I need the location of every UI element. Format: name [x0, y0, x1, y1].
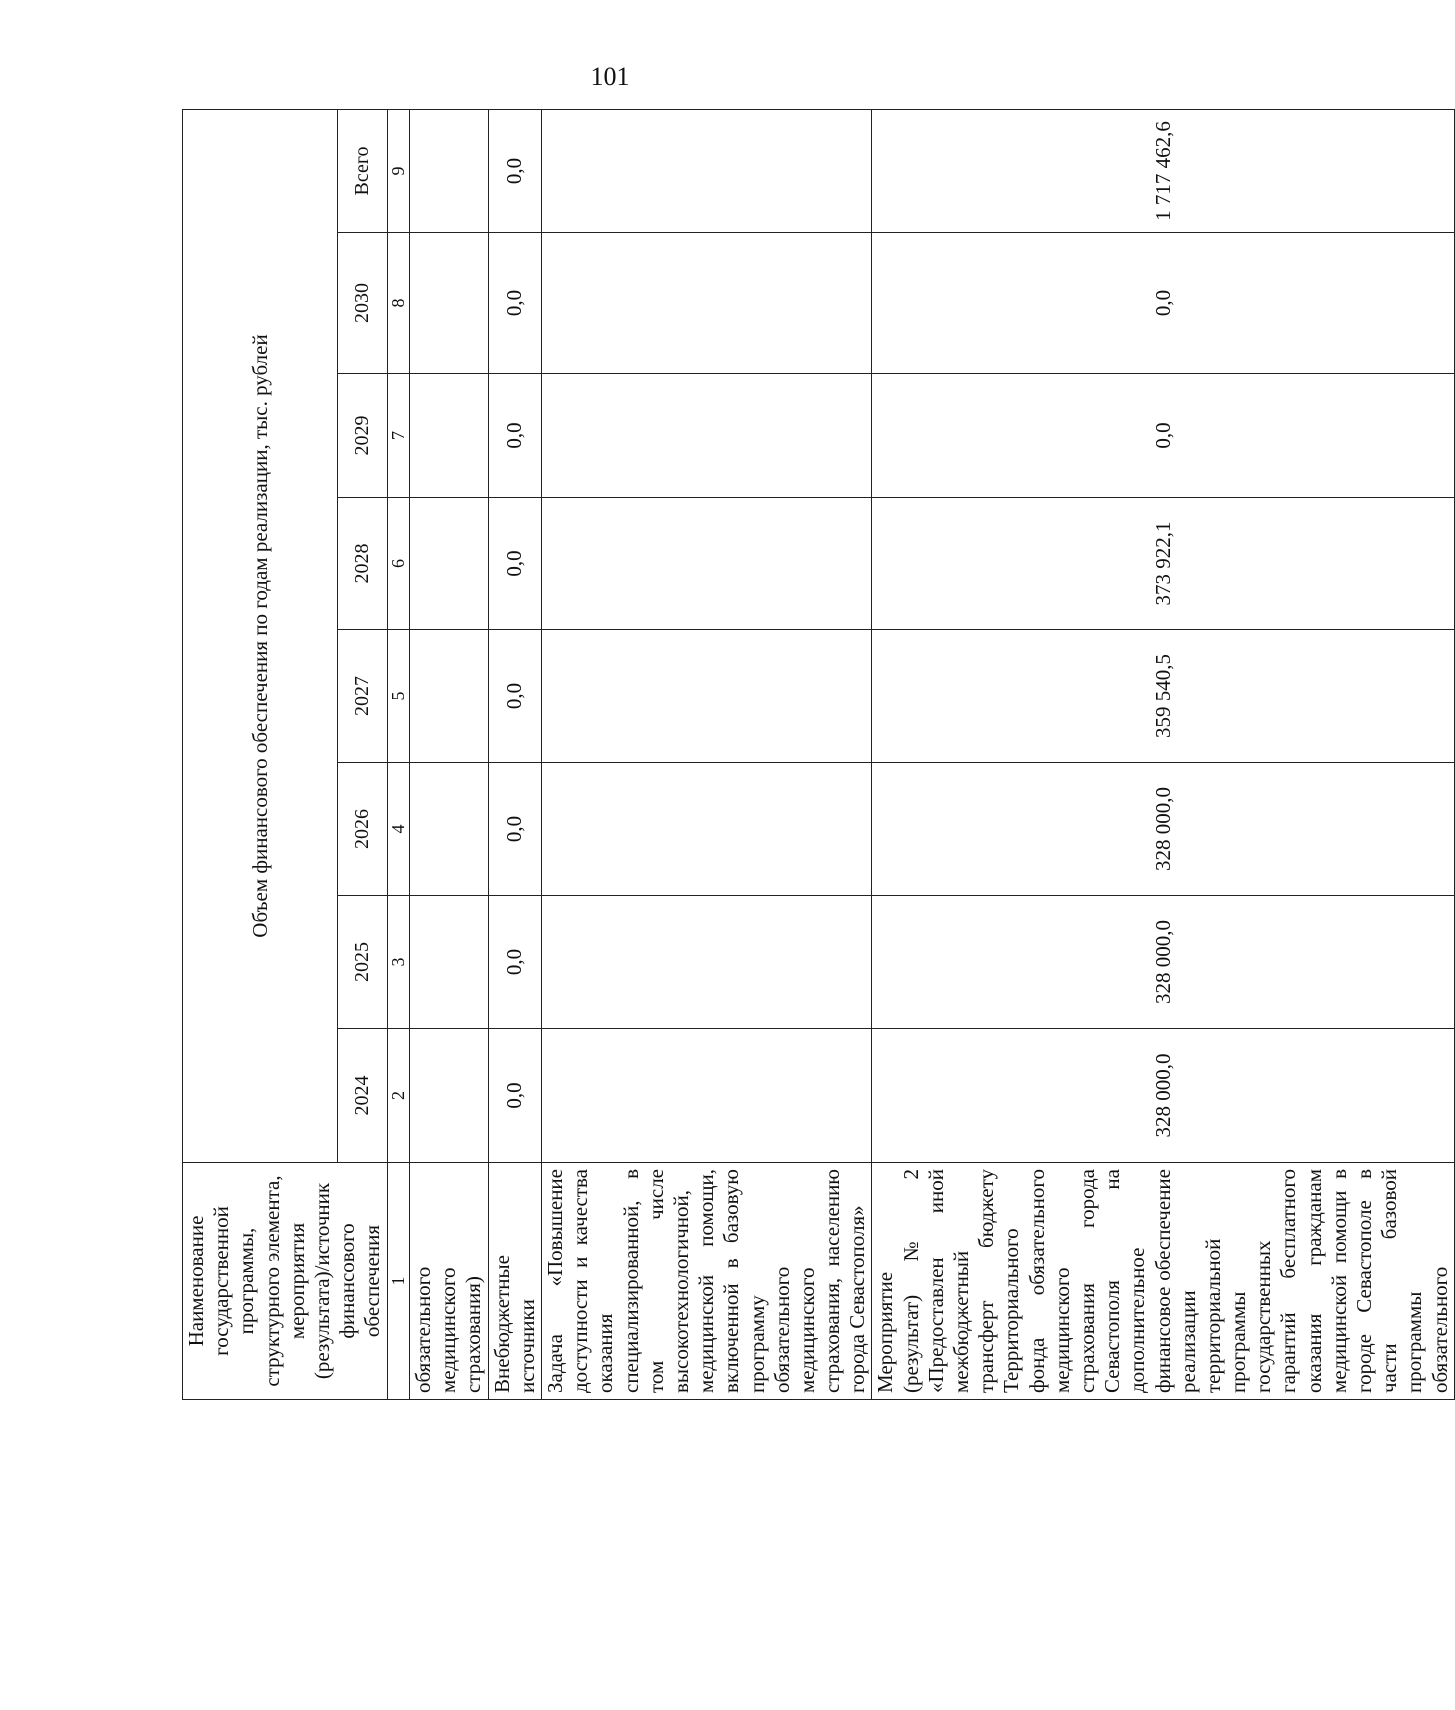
total-header: Всего	[338, 109, 387, 232]
year-header: 2025	[338, 896, 387, 1029]
table-row	[488, 109, 541, 1399]
column-index: 3	[387, 896, 410, 1029]
column-index: 5	[387, 630, 410, 763]
row-value	[542, 1029, 872, 1163]
row-value: 328 000,0	[872, 1029, 1454, 1163]
column-index: 9	[387, 109, 410, 232]
row-value: 0,0	[488, 498, 541, 630]
row-value	[410, 1029, 489, 1163]
row-value	[542, 233, 872, 374]
row-value	[410, 630, 489, 763]
row-value	[542, 763, 872, 896]
row-value: 0,0	[488, 896, 541, 1029]
row-value	[542, 374, 872, 498]
row-value	[410, 498, 489, 630]
rotated-table-container	[182, 110, 1452, 1400]
row-value: 0,0	[488, 374, 541, 498]
financing-table	[182, 109, 1455, 1400]
column-index: 1	[387, 1163, 410, 1400]
table-row	[542, 109, 872, 1399]
year-header: 2027	[338, 630, 387, 763]
row-value	[542, 498, 872, 630]
row-value: 0,0	[872, 233, 1454, 374]
table-row	[410, 109, 489, 1399]
row-name: Задача «Повышение доступности и качества оказания специализированной, в том числе высокотехнологичной, медицинской помощи, включенной в базовую программу обязательного медицинского страхования, населению города Севастополя»	[542, 1163, 872, 1400]
row-value	[410, 374, 489, 498]
table-row	[872, 109, 1454, 1399]
column-index: 4	[387, 763, 410, 896]
row-value: 359 540,5	[872, 630, 1454, 763]
row-value: 1 717 462,6	[872, 109, 1454, 232]
row-value	[410, 763, 489, 896]
row-value	[542, 896, 872, 1029]
volume-header: Объем финансового обеспечения по годам реализации, тыс. рублей	[183, 109, 338, 1162]
header-row-indices	[387, 109, 410, 1399]
header-row-1	[183, 109, 338, 1399]
year-header: 2029	[338, 374, 387, 498]
column-index: 2	[387, 1029, 410, 1163]
row-name: обязательного медицинского страхования)	[410, 1163, 489, 1400]
row-name: Внебюджетные источники	[488, 1163, 541, 1400]
row-value	[542, 109, 872, 232]
row-value: 0,0	[488, 763, 541, 896]
row-value: 328 000,0	[872, 763, 1454, 896]
row-value: 0,0	[872, 374, 1454, 498]
row-value: 0,0	[488, 630, 541, 763]
year-header: 2030	[338, 233, 387, 374]
row-value: 373 922,1	[872, 498, 1454, 630]
row-value	[542, 630, 872, 763]
row-name: Мероприятие (результат) № 2 «Предоставлен иной межбюджетный трансферт бюджету Территориального фонда обязательного медицинского страхования города Севастополя на дополнительное финансовое обеспечение реализации территориальной программы государственных гарантий бесплатного оказания гражданам медицинской помощи в городе Севастополе в части базовой программы обязательного	[872, 1163, 1454, 1400]
row-value: 0,0	[488, 109, 541, 232]
column-index: 8	[387, 233, 410, 374]
row-value: 328 000,0	[872, 896, 1454, 1029]
row-value	[410, 109, 489, 232]
name-column-header: Наименование государственной программы, структурного элемента, мероприятия (результата)/источник финансового обеспечения	[183, 1163, 388, 1400]
year-header: 2024	[338, 1029, 387, 1163]
row-value: 0,0	[488, 233, 541, 374]
year-header: 2026	[338, 763, 387, 896]
page-number: 101	[590, 62, 630, 91]
column-index: 6	[387, 498, 410, 630]
row-value: 0,0	[488, 1029, 541, 1163]
year-header: 2028	[338, 498, 387, 630]
column-index: 7	[387, 374, 410, 498]
row-value	[410, 896, 489, 1029]
row-value	[410, 233, 489, 374]
